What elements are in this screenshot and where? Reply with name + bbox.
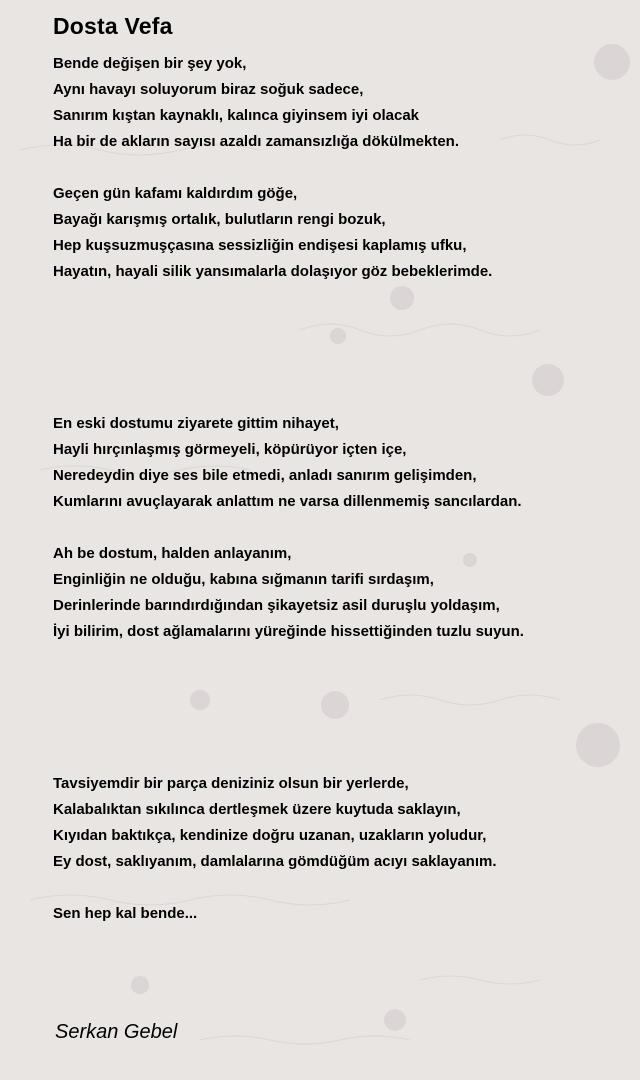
stanza-4 [53,541,633,645]
poem-line: Hep kuşsuzmuşçasına sessizliğin endişesi kaplamış ufku, [53,237,467,254]
stanza-3 [53,411,633,515]
poem-line: Kıyıdan baktıkça, kendinize doğru uzanan, uzakların yoludur, [53,827,487,844]
poem-line: Enginliğin ne olduğu, kabına sığmanın tarifi sırdaşım, [53,571,434,588]
poem-line: Hayatın, hayali silik yansımalarla dolaşıyor göz bebeklerimde. [53,263,493,280]
stanza-2 [53,181,633,285]
poem-line: İyi bilirim, dost ağlamalarını yüreğinde hissettiğinden tuzlu suyun. [53,623,524,640]
poem-line: Ey dost, saklıyanım, damlalarına gömdüğüm acıyı saklayanım. [53,853,497,870]
poem-line: Kalabalıktan sıkılınca dertleşmek üzere kuytuda saklayın, [53,801,461,818]
poem-line: Ha bir de akların sayısı azaldı zamansızlığa dökülmekten. [53,133,459,150]
poem-line: Derinlerinde barındırdığından şikayetsiz asil duruşlu yoldaşım, [53,597,500,614]
poem-line: Sanırım kıştan kaynaklı, kalınca giyinsem iyi olacak [53,107,420,124]
poem-line: En eski dostumu ziyarete gittim nihayet, [53,415,339,432]
poem-line: Aynı havayı soluyorum biraz soğuk sadece, [53,81,364,98]
poem-line: Neredeydin diye ses bile etmedi, anladı sanırım gelişimden, [53,467,477,484]
poem-line: Tavsiyemdir bir parça deniziniz olsun bir yerlerde, [53,775,409,792]
poem-line: Ah be dostum, halden anlayanım, [53,545,292,562]
poem-line: Bende değişen bir şey yok, [53,55,247,72]
poem-line: Sen hep kal bende... [53,905,198,922]
poem-author: Serkan Gebel [55,1021,178,1043]
poem-line: Bayağı karışmış ortalık, bulutların rengi bozuk, [53,211,386,228]
poem-title: Dosta Vefa [53,13,173,39]
stanza-1 [53,51,633,155]
poem-line: Hayli hırçınlaşmış görmeyeli, köpürüyor içten içe, [53,441,407,458]
poem-line: Geçen gün kafamı kaldırdım göğe, [53,185,298,202]
stanza-5 [53,771,633,875]
poem-line: Kumlarını avuçlayarak anlattım ne varsa dillenmemiş sancılardan. [53,493,522,510]
stanza-6 [53,901,633,927]
